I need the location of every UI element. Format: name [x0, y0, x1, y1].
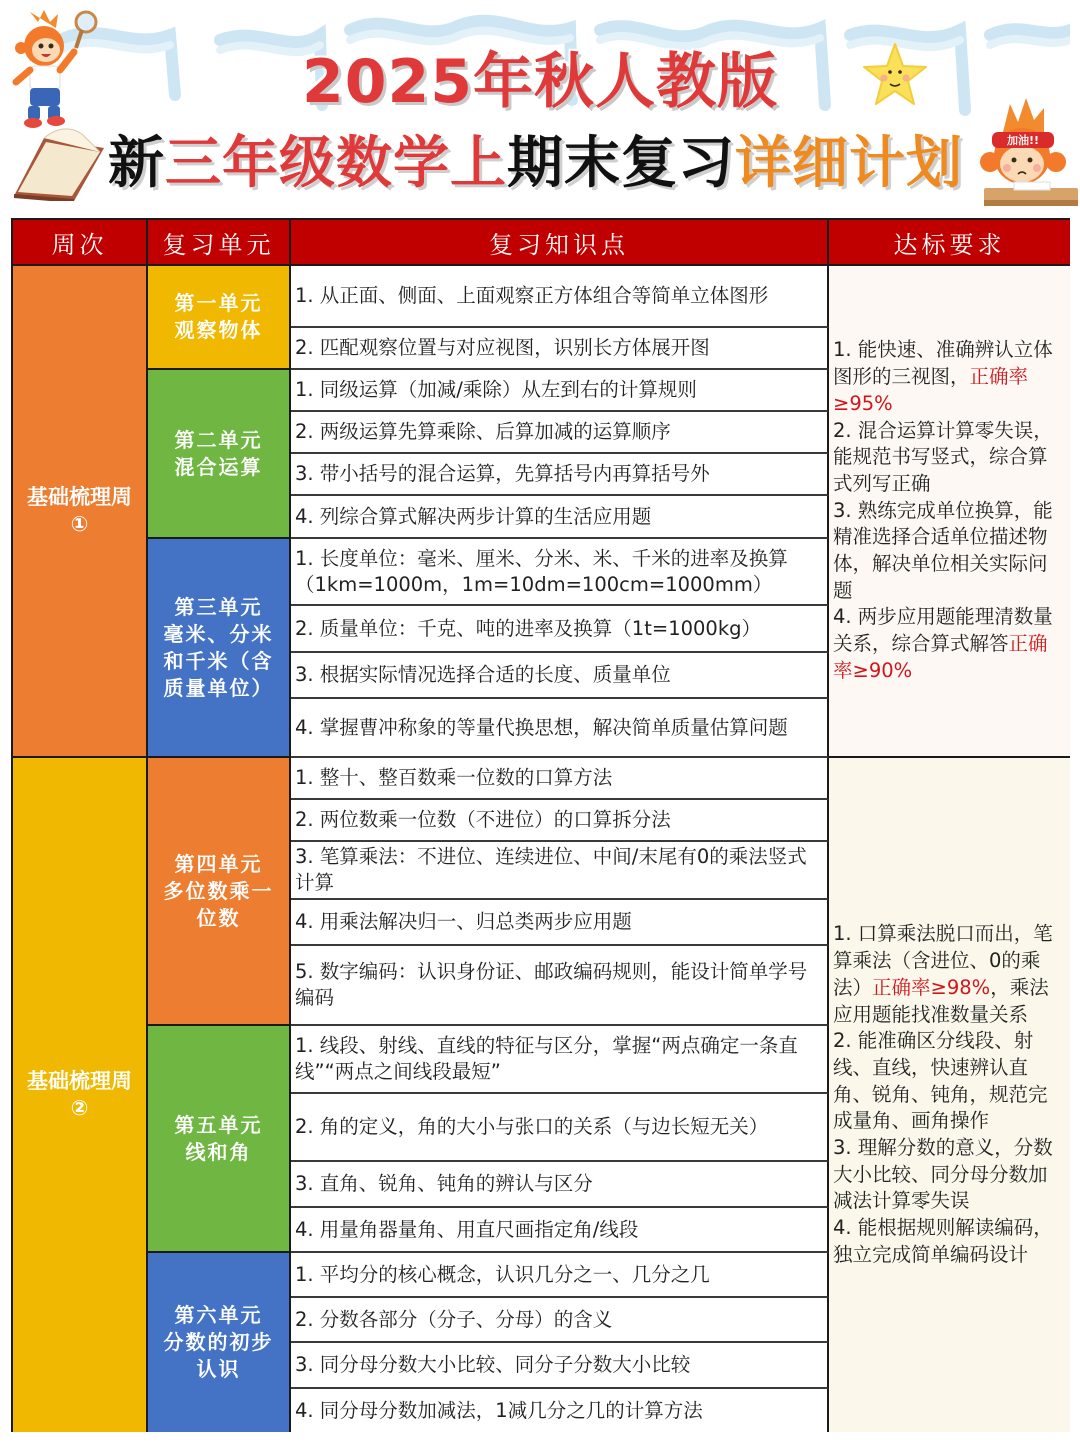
requirement-item: 3. 理解分数的意义，分数大小比较、同分母分数加减法计算零失误: [833, 1136, 1053, 1213]
unit-subtitle: 毫米、分米: [163, 621, 274, 646]
unit-title: 第四单元: [174, 851, 263, 876]
unit-cell-2: [148, 370, 291, 539]
unit-subtitle: 混合运算: [174, 454, 263, 479]
unit-subtitle: 线和角: [185, 1139, 252, 1164]
unit-title: 第三单元: [174, 594, 263, 619]
header-week: 周次: [13, 220, 148, 266]
open-book-icon: [4, 126, 114, 201]
review-plan-table: [11, 218, 1070, 1432]
requirements-cell-1: [829, 266, 1070, 758]
requirement-item: 4. 两步应用题能理清数量关系，综合算式解答: [833, 605, 1053, 656]
knowledge-point: 4. 用乘法解决归一、归总类两步应用题: [291, 900, 829, 946]
knowledge-point: 4. 掌握曹冲称象的等量代换思想，解决简单质量估算问题: [291, 699, 829, 758]
knowledge-point: 4. 列综合算式解决两步计算的生活应用题: [291, 496, 829, 539]
unit-title: 第二单元: [174, 427, 263, 452]
requirements-cell-2: [829, 758, 1070, 1432]
unit-subtitle: 分数的初步: [163, 1330, 274, 1354]
accuracy-target-highlight: 正确率≥90%: [833, 632, 1048, 682]
headband-text: 加油!!: [1006, 134, 1040, 147]
unit-title: 第五单元: [174, 1112, 263, 1137]
knowledge-point: 4. 用量角器量角、用直尺画指定角/线段: [291, 1208, 829, 1253]
requirement-item: 3. 熟练完成单位换算，能精准选择合适单位描述物体，解决单位相关实际问题: [833, 498, 1053, 602]
header-knowledge-points: 复习知识点: [291, 220, 829, 266]
knowledge-point: 3. 根据实际情况选择合适的长度、质量单位: [291, 653, 829, 699]
unit-subtitle: 观察物体: [174, 318, 263, 342]
knowledge-point: 1. 线段、射线、直线的特征与区分，掌握“两点确定一条直线”“两点之间线段最短”: [291, 1026, 829, 1094]
knowledge-point: 3. 带小括号的混合运算，先算括号内再算括号外: [291, 454, 829, 496]
knowledge-point: 2. 两位数乘一位数（不进位）的口算拆分法: [291, 800, 829, 842]
banner-title-line1: 2025年秋人教版: [302, 47, 778, 117]
knowledge-point: 2. 质量单位：千克、吨的进率及换算（1t=1000kg）: [291, 606, 829, 653]
requirement-item: 2. 混合运算计算零失误，能规范书写竖式，综合算式列写正确: [833, 418, 1053, 495]
knowledge-point: 1. 平均分的核心概念，认识几分之一、几分之几: [291, 1253, 829, 1298]
header-requirements: 达标要求: [829, 220, 1070, 266]
unit-cell-3: [148, 539, 291, 758]
knowledge-point: 1. 长度单位：毫米、厘米、分米、米、千米的进率及换算（1km=1000m，1m=10dm=100cm=1000mm）: [291, 539, 829, 606]
unit-cell-5: [148, 1026, 291, 1253]
unit-subtitle: 位数: [196, 905, 241, 930]
knowledge-point: 2. 两级运算先算乘除、后算加减的运算顺序: [291, 412, 829, 454]
knowledge-point: 1. 整十、整百数乘一位数的口算方法: [291, 758, 829, 800]
unit-title: 第六单元: [174, 1303, 263, 1327]
accuracy-target-highlight: 正确率≥98%: [872, 975, 991, 999]
unit-subtitle: 多位数乘一: [163, 878, 274, 903]
unit-cell-1: [148, 266, 291, 370]
week-label: 基础梳理周: [27, 485, 132, 509]
requirement-item: 2. 能准确区分线段、射线、直线，快速辨认直角、锐角、钝角，规范完成量角、画角操作: [833, 1029, 1048, 1133]
unit-subtitle: 和千米（含: [163, 648, 274, 673]
week-label: 基础梳理周: [27, 1069, 132, 1093]
requirement-item: 1. 口算乘法脱口而出，笔算乘法（含进位、0的乘法）: [833, 922, 1053, 999]
week-number: ②: [70, 1096, 89, 1120]
title-segment-highlight-red: 三年级数学上: [165, 131, 507, 196]
week-cell-1: [13, 266, 148, 758]
title-banner: [0, 0, 1080, 215]
knowledge-point: 1. 同级运算（加减/乘除）从左到右的计算规则: [291, 370, 829, 412]
title-segment: 期末复习: [507, 131, 735, 196]
unit-subtitle: 认识: [196, 1357, 241, 1381]
week-number: ①: [70, 512, 89, 536]
banner-title-line2: [108, 126, 963, 202]
knowledge-point: 4. 同分母分数加减法，1减几分之几的计算方法: [291, 1389, 829, 1432]
title-segment: 新: [108, 131, 165, 196]
knowledge-point: 1. 从正面、侧面、上面观察正方体组合等简单立体图形: [291, 266, 829, 328]
header-unit: 复习单元: [148, 220, 291, 266]
knowledge-point: 3. 直角、锐角、钝角的辨认与区分: [291, 1162, 829, 1208]
week-cell-2: [13, 758, 148, 1432]
knowledge-point: 2. 分数各部分（分子、分母）的含义: [291, 1298, 829, 1343]
knowledge-point: 2. 角的定义，角的大小与张口的关系（与边长短无关）: [291, 1094, 829, 1162]
knowledge-point: 3. 笔算乘法：不进位、连续进位、中间/末尾有0的乘法竖式计算: [291, 842, 829, 900]
knowledge-point: 3. 同分母分数大小比较、同分子分数大小比较: [291, 1343, 829, 1389]
unit-cell-4: [148, 758, 291, 1026]
unit-title: 第一单元: [174, 291, 263, 315]
unit-subtitle: 质量单位）: [163, 675, 274, 700]
title-segment-highlight-orange: 详细计划: [735, 131, 963, 196]
requirement-item-tail: ，乘法应用题能找准数量关系: [833, 975, 1049, 1026]
knowledge-point: 2. 匹配观察位置与对应视图，识别长方体展开图: [291, 328, 829, 370]
requirement-item: 1. 能快速、准确辨认立体图形的三视图，: [833, 338, 1053, 389]
unit-cell-6: [148, 1253, 291, 1432]
requirement-item: 4. 能根据规则解读编码，独立完成简单编码设计: [833, 1216, 1053, 1266]
accuracy-target-highlight: 正确率≥95%: [833, 365, 1029, 415]
knowledge-point: 5. 数字编码：认识身份证、邮政编码规则，能设计简单学号编码: [291, 946, 829, 1026]
